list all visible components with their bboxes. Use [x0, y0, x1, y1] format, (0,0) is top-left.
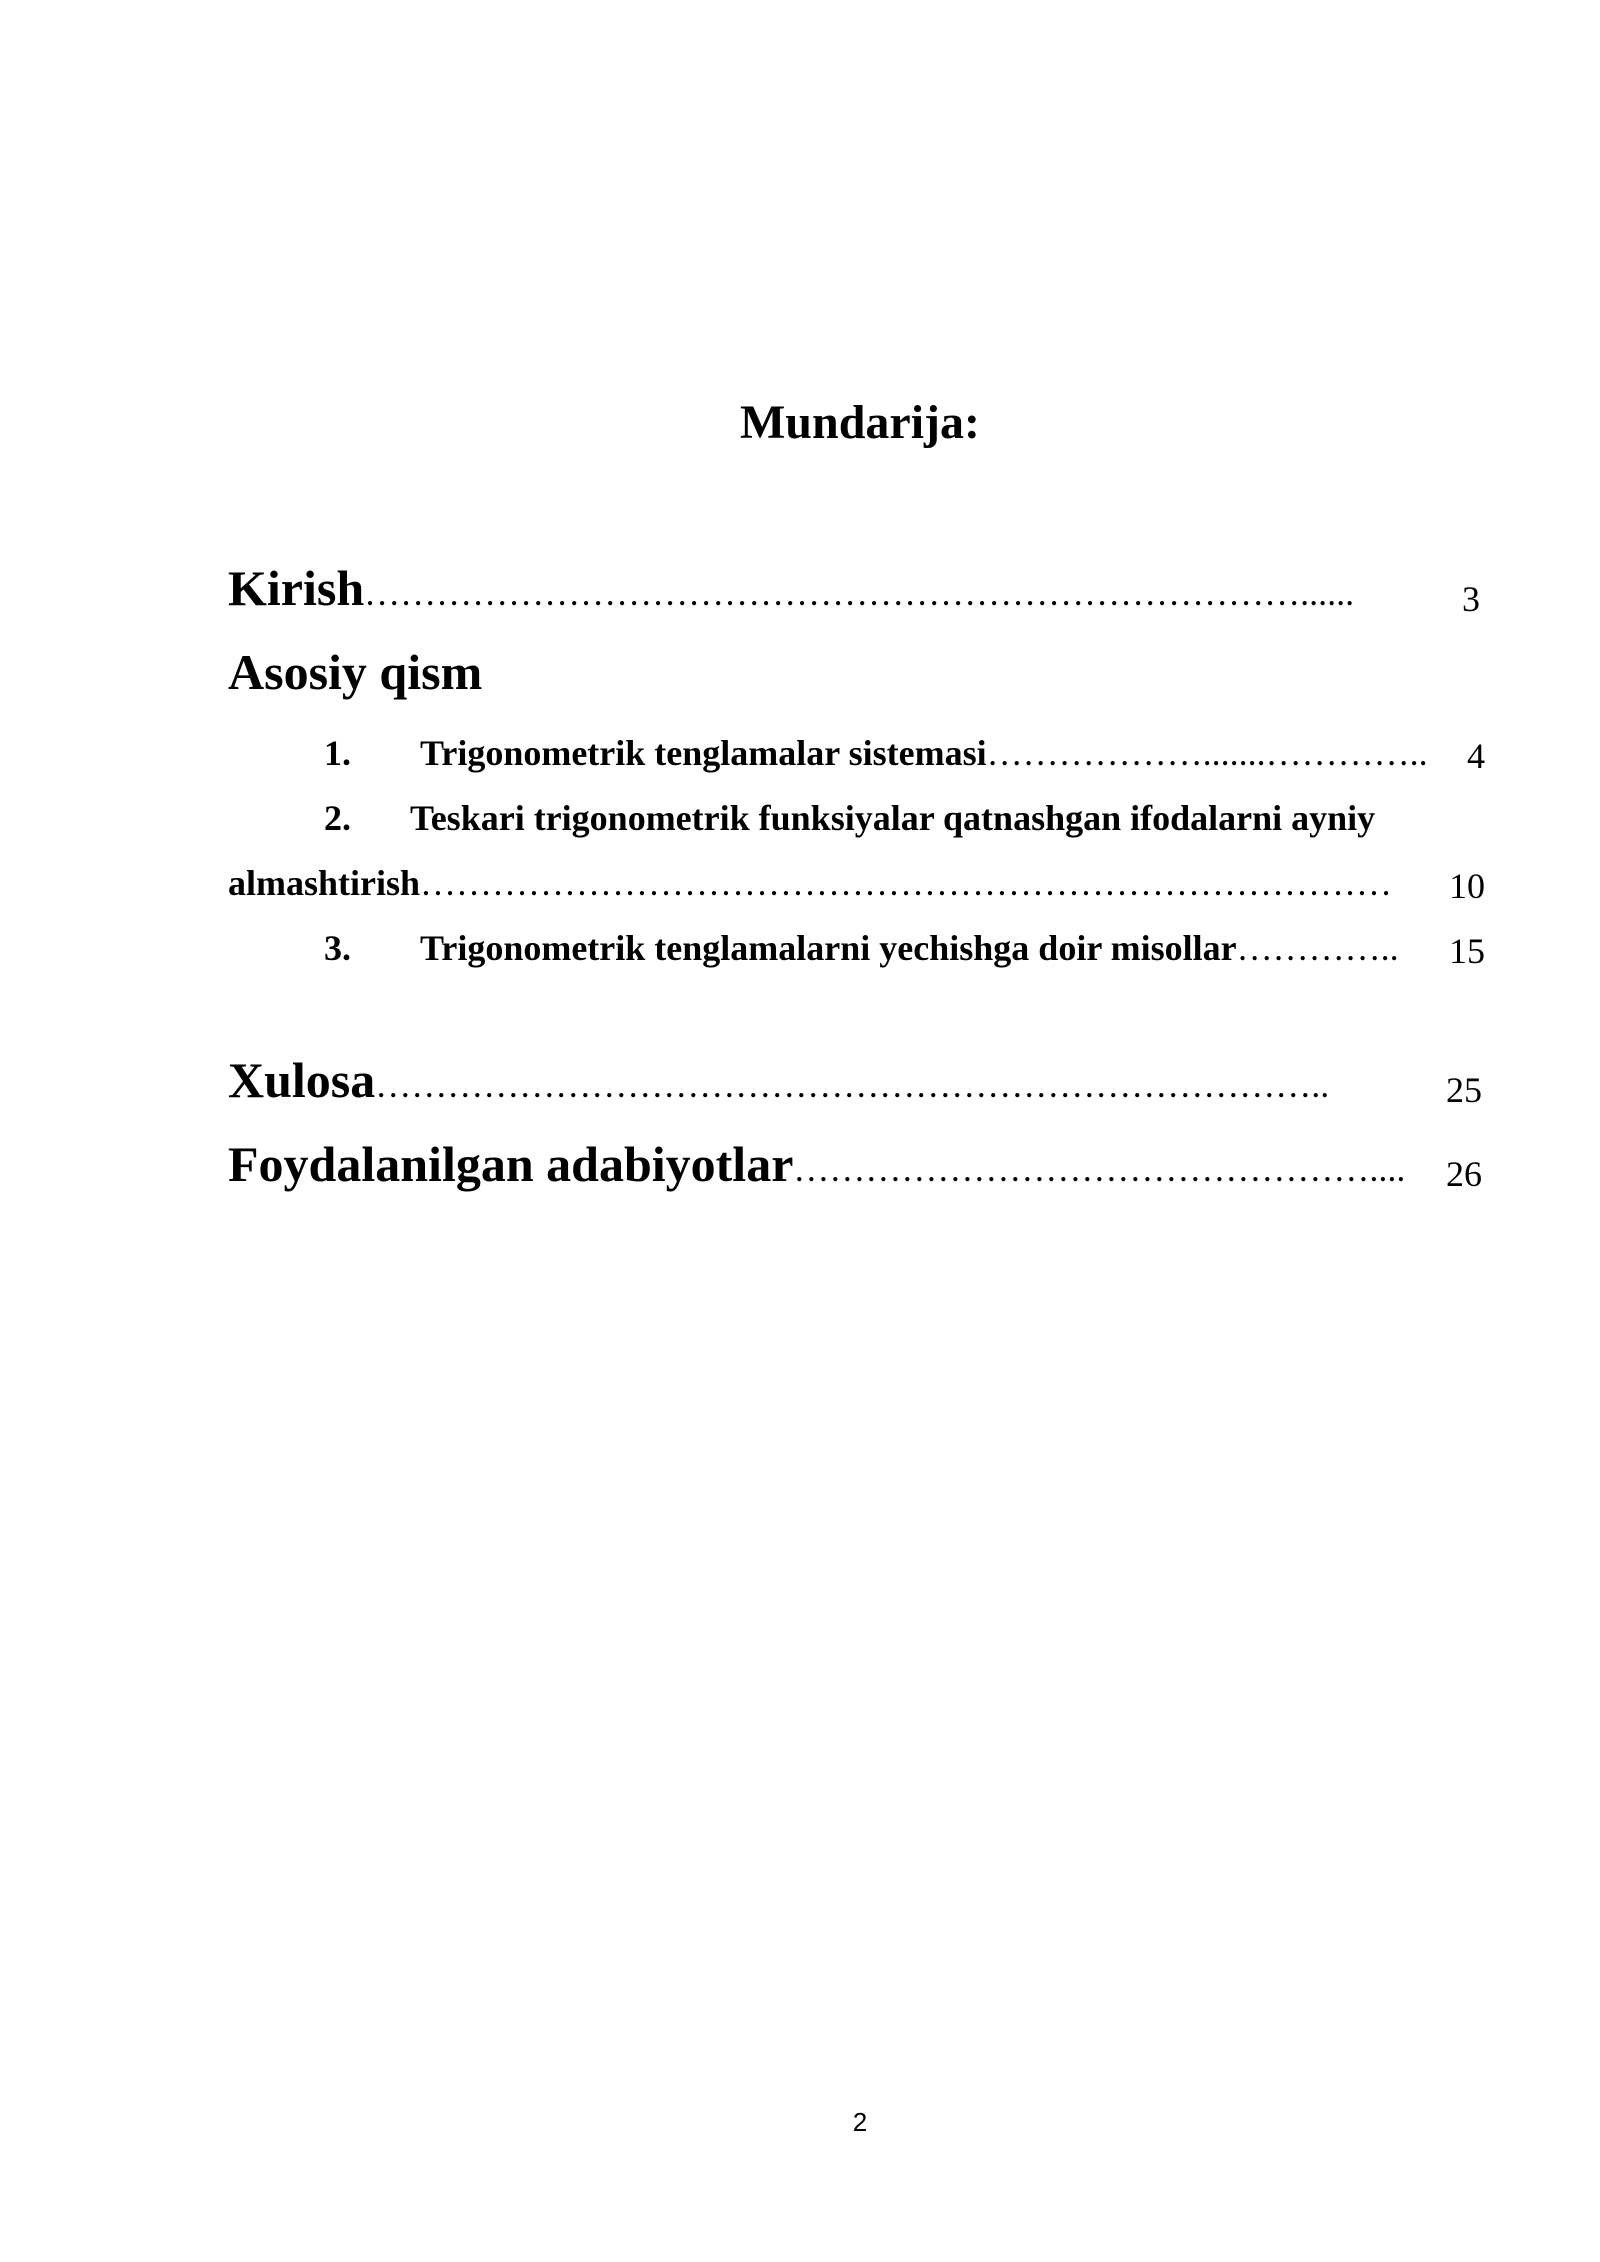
toc-entry-page: 3 — [1462, 579, 1480, 619]
toc-leader-dots: …………………………………………………………………….. — [375, 1065, 1330, 1105]
toc-leader-dots: ………….. — [1236, 928, 1399, 968]
toc-entry-page: 26 — [1446, 1154, 1482, 1194]
toc-section-asosiy: Asosiy qism — [228, 644, 483, 700]
toc-item-label: Trigonometrik tenglamalarni yechishga doir misollar — [420, 928, 1237, 968]
toc-entry-label: Foydalanilgan adabiyotlar — [228, 1136, 794, 1192]
toc-item-2-continued — [228, 865, 1392, 901]
toc-item-label: Trigonometrik tenglamalar sistemasi — [420, 733, 987, 773]
toc-leader-dots: ……………………………………………………………………...... — [364, 573, 1355, 613]
toc-item-label: Teskari trigonometrik funksiyalar qatnashgan ifodalarni ayniy — [410, 798, 1376, 838]
toc-entry-label: Kirish — [228, 560, 365, 616]
toc-item-number: 1. — [324, 733, 351, 773]
toc-entry-page: 25 — [1446, 1070, 1482, 1110]
toc-item-1 — [324, 735, 1428, 771]
toc-item-number: 3. — [324, 928, 351, 968]
toc-item-2 — [324, 800, 1375, 836]
toc-leader-dots: ………………………………………….... — [793, 1149, 1406, 1189]
toc-item-label-continued: almashtirish — [228, 863, 421, 903]
toc-entry-adabiyotlar — [228, 1136, 1406, 1192]
toc-entry-label: Xulosa — [228, 1052, 376, 1108]
toc-item-number: 2. — [324, 798, 351, 838]
toc-leader-dots: ……………….......………….. — [986, 733, 1428, 773]
toc-entry-kirish — [228, 560, 1355, 616]
toc-item-page: 4 — [1467, 736, 1485, 776]
toc-item-page: 10 — [1449, 866, 1485, 906]
page-number: 2 — [852, 2107, 868, 2137]
toc-leader-dots: ……………………………………………………………………… — [420, 863, 1393, 903]
toc-item-page: 15 — [1449, 931, 1485, 971]
toc-item-3 — [324, 930, 1399, 966]
page-title: Mundarija: — [740, 396, 980, 449]
toc-entry-xulosa — [228, 1052, 1330, 1108]
